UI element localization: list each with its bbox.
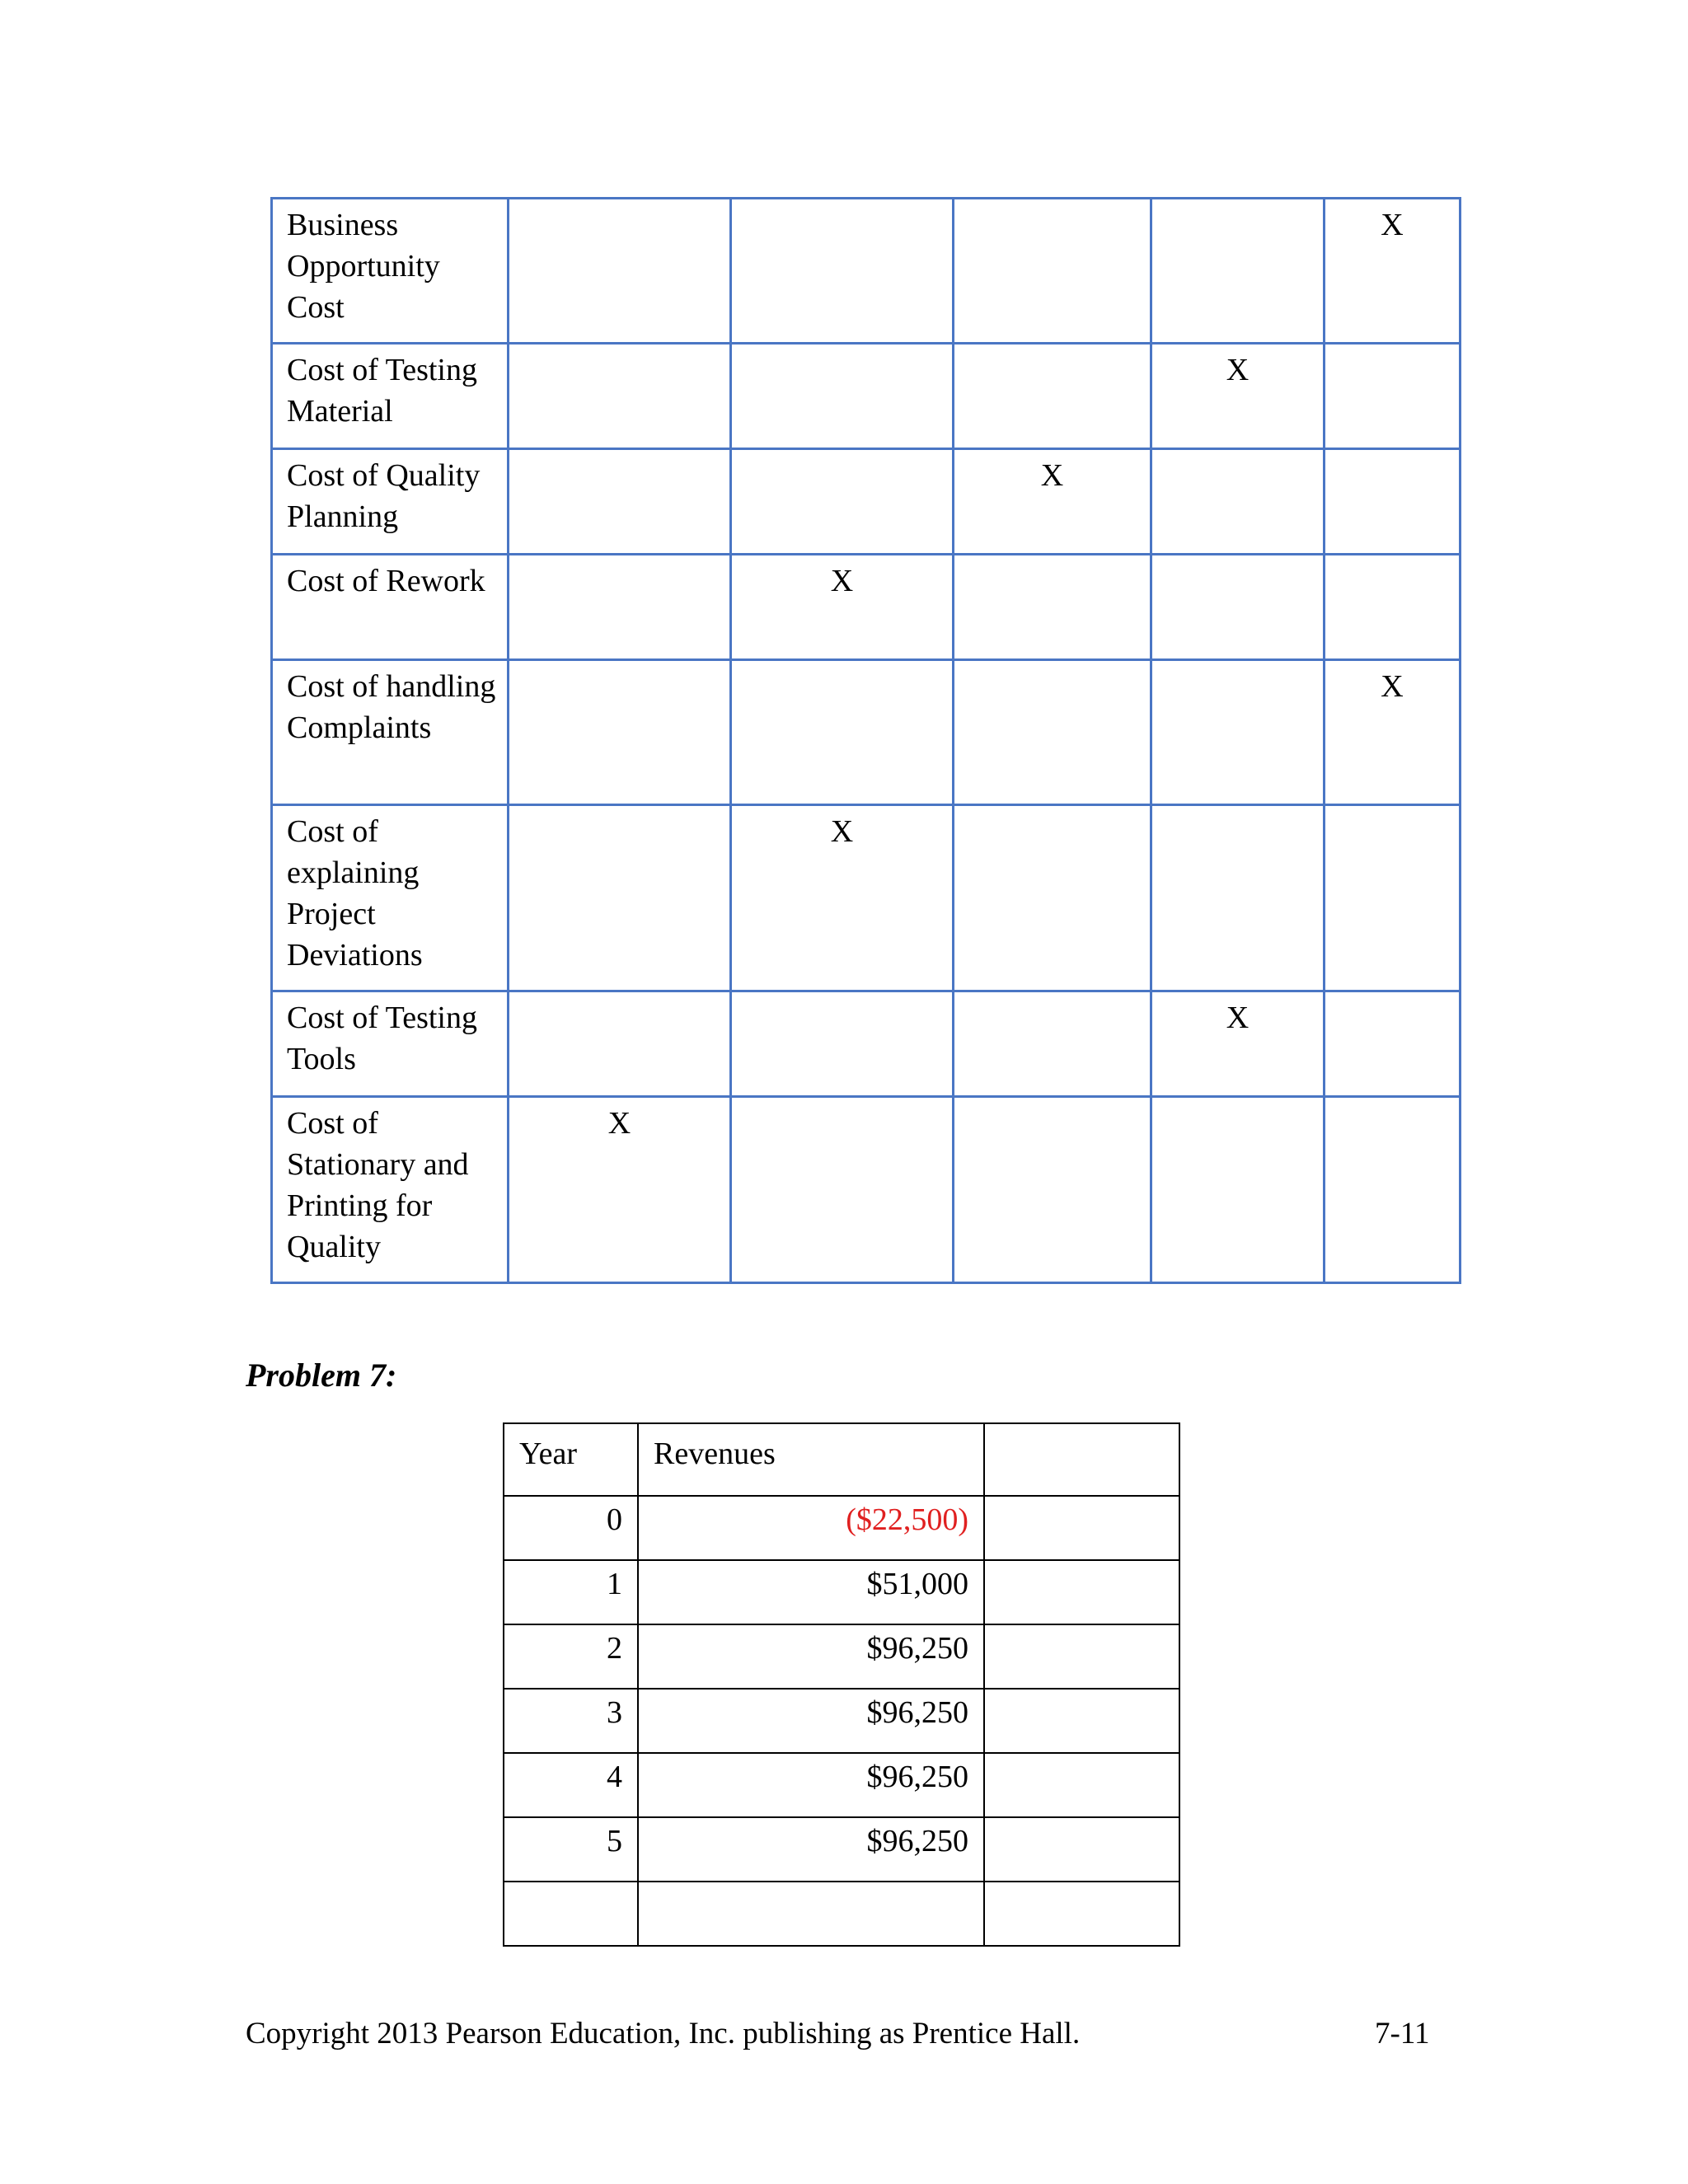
cost-mark-cell [954,1097,1151,1283]
revenue-cell: $96,250 [638,1624,984,1689]
page-number: 7-11 [1375,2017,1430,2050]
revenue-row [504,1496,1179,1560]
cost-table-row [272,344,1461,449]
year-cell: 4 [504,1753,638,1817]
revenue-cell: $96,250 [638,1689,984,1753]
cost-mark-cell [1325,344,1461,449]
cost-mark-cell [731,1097,954,1283]
revenue-header-row [504,1423,1179,1496]
header-blank [984,1423,1179,1496]
cost-mark-cell [954,805,1151,991]
revenue-cell: $96,250 [638,1817,984,1882]
year-cell: 0 [504,1496,638,1560]
cost-mark-cell [1325,1097,1461,1283]
cost-mark-cell [509,344,731,449]
cost-mark-cell: X [731,555,954,660]
cost-mark-cell [1151,449,1325,555]
header-revenues: Revenues [638,1423,984,1496]
cost-classification-table [270,197,1461,1284]
cost-label: Cost of Rework [272,555,509,660]
cost-mark-cell [954,991,1151,1097]
cost-mark-cell: X [1151,344,1325,449]
cost-label: Cost of explaining Project Deviations [272,805,509,991]
revenue-row [504,1882,1179,1946]
blank-cell [984,1882,1179,1946]
cost-mark-cell [1325,449,1461,555]
cost-mark-cell [731,991,954,1097]
cost-mark-cell [954,555,1151,660]
cost-mark-cell [1151,660,1325,805]
revenue-cell: $96,250 [638,1753,984,1817]
revenue-table [503,1422,1180,1947]
cost-mark-cell [1151,805,1325,991]
cost-mark-cell [954,660,1151,805]
year-cell: 5 [504,1817,638,1882]
blank-cell [984,1496,1179,1560]
problem-heading: Problem 7: [246,1357,397,1394]
cost-mark-cell [509,991,731,1097]
header-year: Year [504,1423,638,1496]
revenue-row [504,1753,1179,1817]
cost-mark-cell [1325,555,1461,660]
cost-mark-cell [1151,199,1325,344]
year-cell: 1 [504,1560,638,1624]
cost-label: Cost of Quality Planning [272,449,509,555]
blank-cell [984,1817,1179,1882]
cost-mark-cell [954,344,1151,449]
cost-table-row [272,1097,1461,1283]
blank-cell [984,1560,1179,1624]
cost-mark-cell: X [954,449,1151,555]
year-cell [504,1882,638,1946]
cost-mark-cell [1151,555,1325,660]
cost-label: Business Opportunity Cost [272,199,509,344]
cost-mark-cell [1151,1097,1325,1283]
revenue-table-body [504,1423,1179,1946]
cost-mark-cell [509,555,731,660]
cost-mark-cell [731,199,954,344]
cost-label: Cost of Testing Tools [272,991,509,1097]
cost-mark-cell [509,805,731,991]
blank-cell [984,1753,1179,1817]
cost-mark-cell [731,449,954,555]
cost-table-row [272,805,1461,991]
cost-label: Cost of Stationary and Printing for Quality [272,1097,509,1283]
revenue-row [504,1817,1179,1882]
year-cell: 2 [504,1624,638,1689]
cost-mark-cell: X [1151,991,1325,1097]
cost-table-body [272,199,1461,1283]
revenue-row [504,1624,1179,1689]
cost-mark-cell [1325,805,1461,991]
blank-cell [984,1624,1179,1689]
cost-mark-cell: X [509,1097,731,1283]
cost-mark-cell: X [1325,199,1461,344]
cost-mark-cell [509,199,731,344]
cost-table-row [272,199,1461,344]
cost-mark-cell: X [731,805,954,991]
cost-mark-cell [509,449,731,555]
cost-table-row [272,660,1461,805]
cost-mark-cell [731,660,954,805]
cost-mark-cell [731,344,954,449]
cost-table-row [272,449,1461,555]
revenue-cell [638,1882,984,1946]
revenue-cell: $51,000 [638,1560,984,1624]
cost-mark-cell [509,660,731,805]
footer-copyright: Copyright 2013 Pearson Education, Inc. publishing as Prentice Hall. [246,2017,1081,2050]
revenue-row [504,1560,1179,1624]
revenue-cell: ($22,500) [638,1496,984,1560]
cost-label: Cost of handling Complaints [272,660,509,805]
cost-table-row [272,555,1461,660]
cost-table-row [272,991,1461,1097]
cost-mark-cell [954,199,1151,344]
blank-cell [984,1689,1179,1753]
cost-mark-cell: X [1325,660,1461,805]
revenue-row [504,1689,1179,1753]
cost-mark-cell [1325,991,1461,1097]
year-cell: 3 [504,1689,638,1753]
cost-label: Cost of Testing Material [272,344,509,449]
